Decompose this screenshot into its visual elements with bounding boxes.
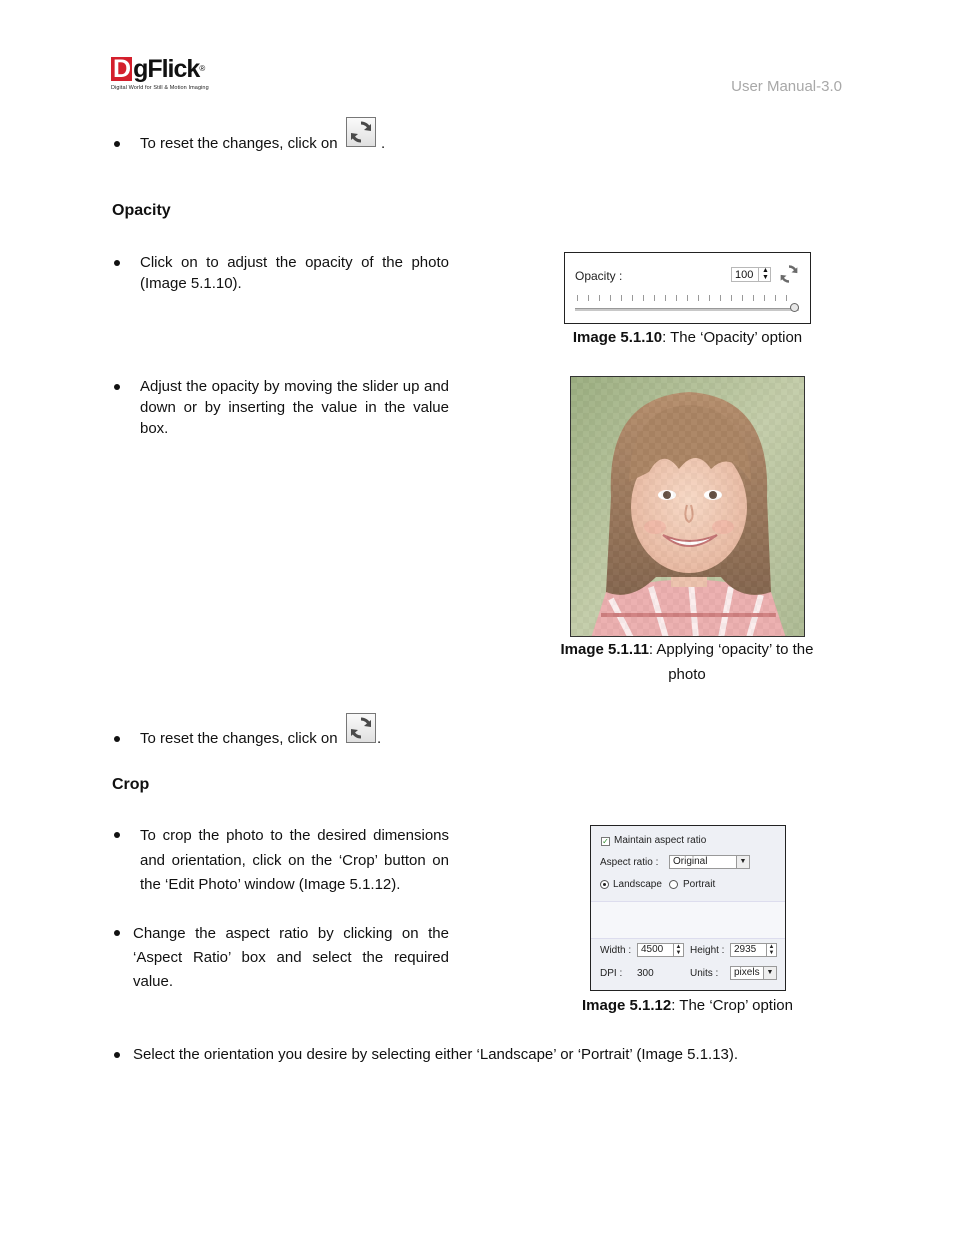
bullet-marker: [114, 736, 120, 742]
height-value: 2935: [734, 944, 757, 955]
caption-label: Image 5.1.10: [572, 329, 663, 346]
chevron-down-icon: ▼: [736, 856, 749, 868]
logo-letter: D: [113, 55, 131, 83]
heading-opacity: Opacity: [112, 202, 171, 219]
caption-text: : Applying ‘opacity’ to the: [648, 641, 814, 658]
portrait-label: Portrait: [683, 879, 716, 890]
reset-period-2: .: [377, 730, 382, 747]
bullet-marker: [114, 260, 120, 266]
crop-panel-spacer: [591, 901, 785, 939]
caption-image-5-1-12: [540, 993, 835, 1018]
bullet-marker: [114, 141, 120, 147]
opacity-reset-button[interactable]: [779, 264, 799, 288]
units-select[interactable]: [730, 966, 777, 980]
caption-image-5-1-10: [540, 325, 835, 350]
heading-crop: Crop: [112, 776, 150, 793]
portrait-radio[interactable]: [669, 880, 678, 889]
dgflick-logo: [111, 55, 231, 97]
logo-registered-mark: ®: [199, 64, 205, 73]
height-input[interactable]: [730, 943, 777, 957]
dpi-value: 300: [637, 968, 654, 979]
reset-instruction-2: To reset the changes, click on: [140, 730, 338, 747]
manual-version: User Manual-3.0: [731, 78, 842, 95]
maintain-aspect-label: Maintain aspect ratio: [614, 835, 707, 846]
refresh-icon: [779, 264, 799, 284]
caption-label: Image 5.1.12: [582, 997, 672, 1014]
caption-label: Image 5.1.11: [560, 641, 649, 658]
opacity-slider-ticks: [577, 295, 793, 301]
height-spinner[interactable]: ▲ ▼: [766, 944, 776, 956]
width-input[interactable]: [637, 943, 684, 957]
opacity-adjust-text: Adjust the opacity by moving the slider up and down or by inserting the value in the value box.: [140, 378, 449, 437]
bullet-marker: [114, 1052, 120, 1058]
width-value: 4500: [641, 944, 664, 955]
height-label: Height :: [690, 945, 725, 956]
width-label: Width :: [600, 945, 632, 956]
orientation-text: Select the orientation you desire by selecting either ‘Landscape’ or ‘Portrait’ (Image 5.1.13).: [133, 1046, 739, 1063]
caption-image-5-1-11: [537, 637, 837, 687]
caption-text-line2: photo: [668, 666, 706, 683]
opacity-click-text: Click on to adjust the opacity of the photo (Image 5.1.10).: [140, 254, 449, 292]
girl-photo-opacity: [570, 376, 805, 637]
bullet-marker: [114, 930, 120, 936]
opacity-value-box[interactable]: 100: [731, 267, 771, 282]
opacity-panel: [564, 252, 811, 324]
logo-text: gFlick: [133, 55, 200, 83]
opacity-label: Opacity :: [575, 269, 623, 283]
reset-period-1: .: [381, 135, 386, 152]
chevron-down-icon: ▼: [763, 967, 776, 979]
dpi-label: DPI :: [600, 968, 623, 979]
crop-aspect-text: Change the aspect ratio by clicking on the ‘Aspect Ratio’ box and select the required value.: [133, 925, 449, 990]
reset-button-1[interactable]: [346, 117, 376, 147]
landscape-radio[interactable]: [600, 880, 609, 889]
reset-button-2[interactable]: [346, 713, 376, 743]
caption-text: : The ‘Opacity’ option: [662, 329, 803, 346]
logo-tagline: Digital World for Still & Motion Imaging: [111, 85, 209, 91]
crop-panel: [590, 825, 786, 991]
caption-text: : The ‘Crop’ option: [671, 997, 793, 1014]
refresh-icon: [349, 120, 373, 144]
width-spinner[interactable]: ▲ ▼: [673, 944, 683, 956]
aspect-ratio-select[interactable]: [669, 855, 750, 869]
aspect-ratio-value: Original: [673, 856, 708, 867]
opacity-slider-thumb[interactable]: [790, 303, 799, 312]
aspect-ratio-label: Aspect ratio :: [600, 857, 659, 868]
bullet-marker: [114, 384, 120, 390]
bullet-marker: [114, 832, 120, 838]
refresh-icon: [349, 716, 373, 740]
landscape-label: Landscape: [613, 879, 662, 890]
crop-click-text: To crop the photo to the desired dimensions and orientation, click on the ‘Crop’ button on the ‘Edit Photo’ window (Image 5.1.12).: [140, 827, 449, 893]
opacity-spinner[interactable]: ▲ ▼: [758, 267, 772, 282]
reset-instruction-1: To reset the changes, click on: [140, 135, 338, 152]
units-label: Units :: [690, 968, 719, 979]
opacity-slider-track[interactable]: [575, 308, 799, 311]
girl-photo-illustration: [571, 377, 805, 637]
maintain-aspect-checkbox[interactable]: ✓: [602, 837, 609, 846]
units-value: pixels: [734, 967, 760, 978]
